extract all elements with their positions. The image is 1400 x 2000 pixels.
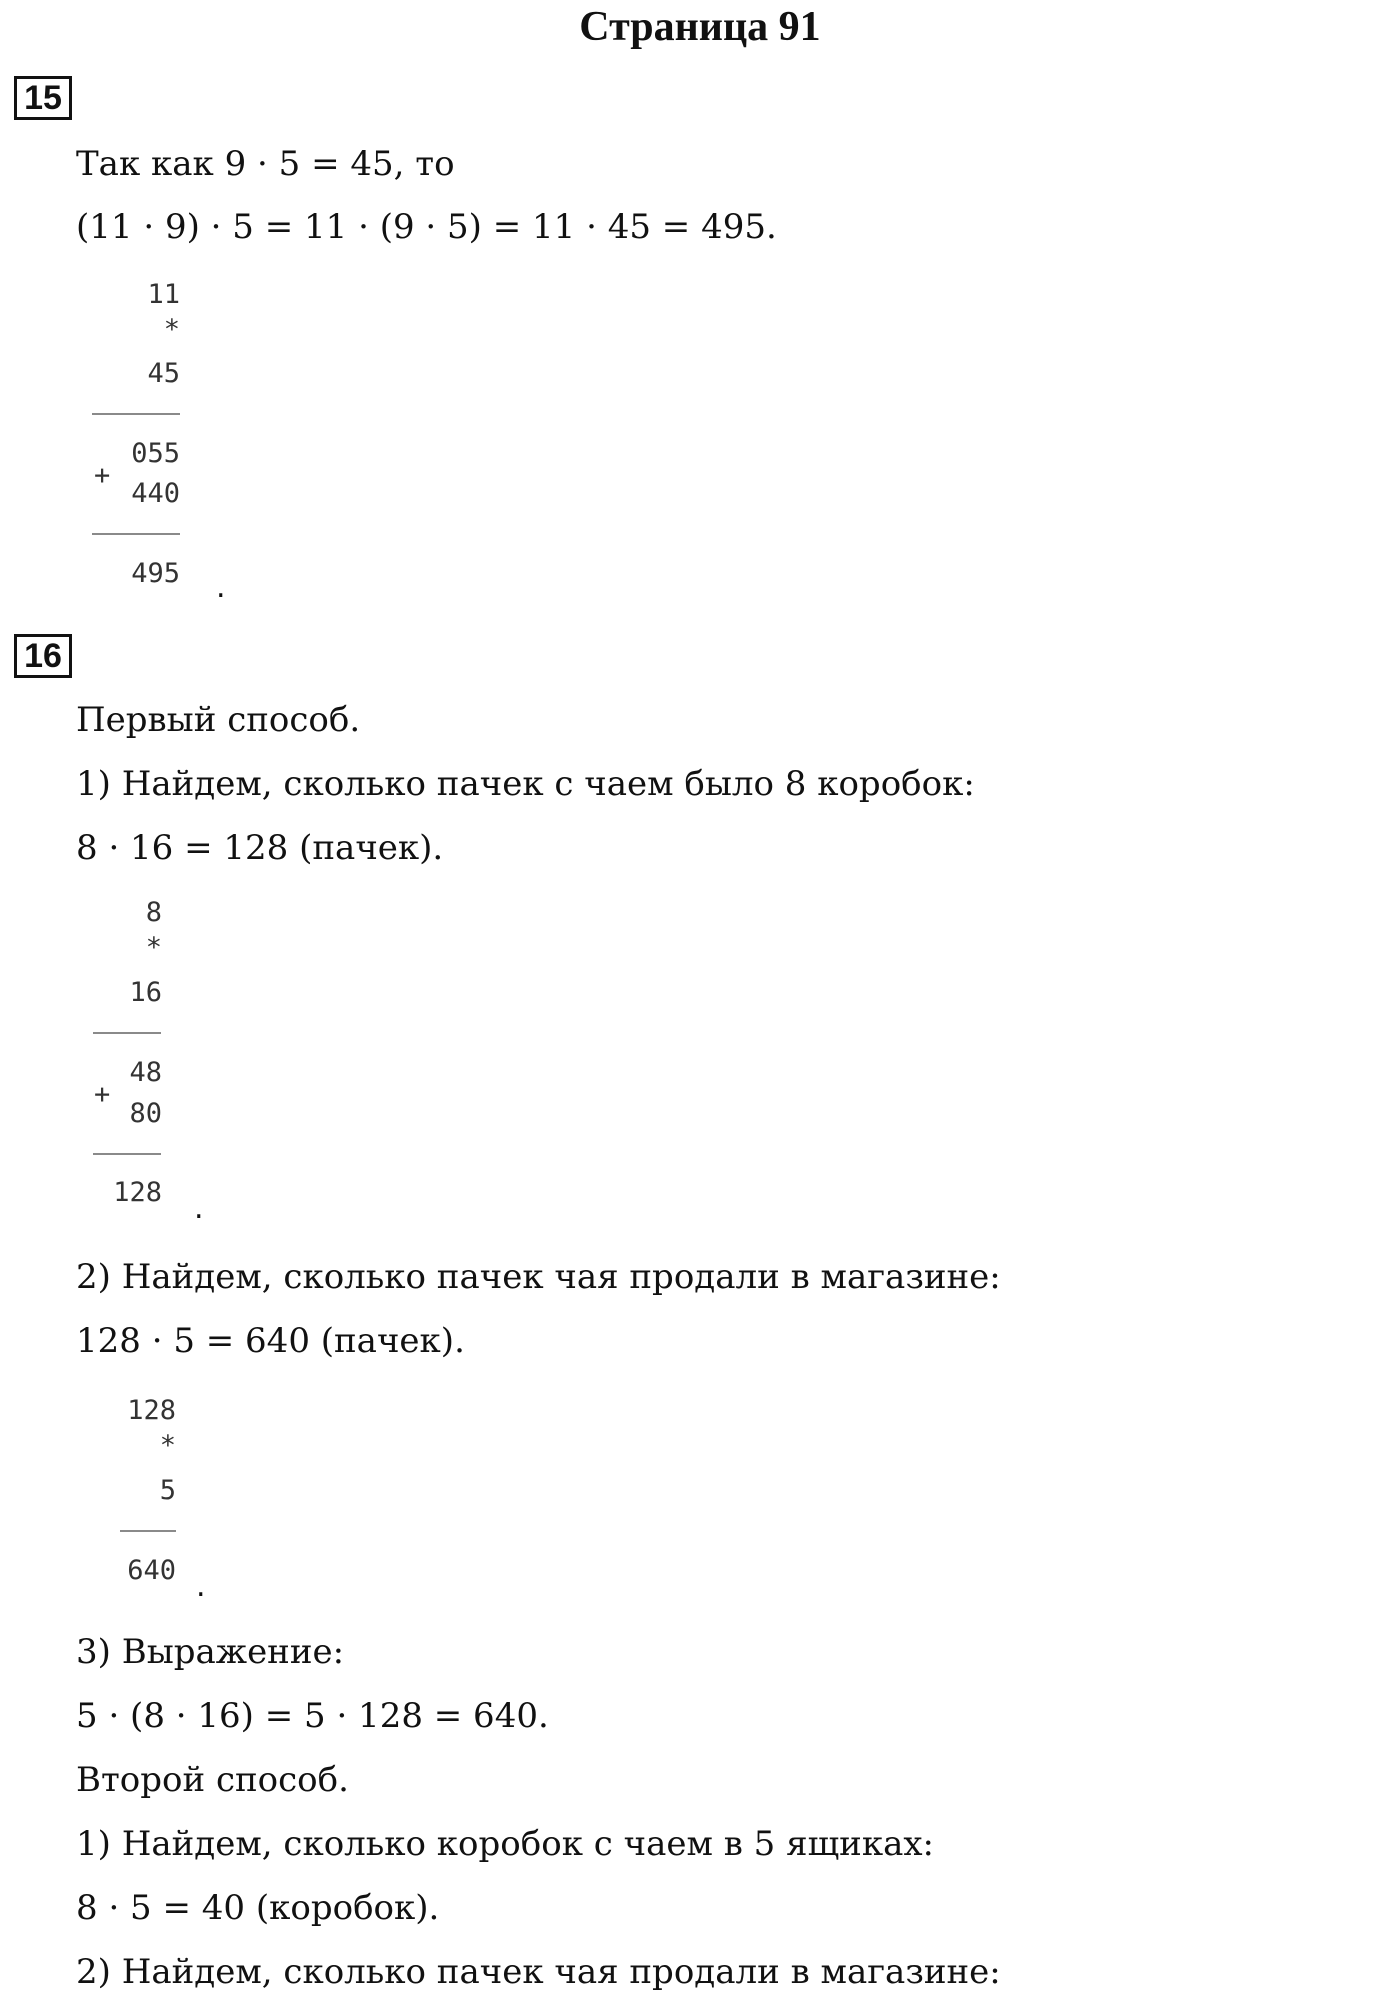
calc-period: . bbox=[196, 1569, 206, 1604]
task16-line-2: 1) Найдем, сколько пачек с чаем было 8 коробок: bbox=[76, 764, 975, 804]
task16-line-10: 8 · 5 = 40 (коробок). bbox=[76, 1888, 440, 1928]
task15-line-1: Так как 9 · 5 = 45, то bbox=[76, 144, 455, 184]
partial-product-2: 440 bbox=[131, 478, 180, 509]
task16-line-4: 2) Найдем, сколько пачек чая продали в магазине: bbox=[76, 1257, 1001, 1297]
calc-rule bbox=[120, 1530, 176, 1532]
multiply-sign: * bbox=[163, 314, 180, 345]
factor-b: 5 bbox=[159, 1475, 176, 1506]
page-title: Страница 91 bbox=[579, 4, 821, 50]
partial-product-2: 80 bbox=[129, 1098, 162, 1129]
plus-sign: + bbox=[94, 1079, 111, 1110]
calc-rule bbox=[92, 413, 180, 415]
task16-line-8: Второй способ. bbox=[76, 1760, 349, 1800]
calc-rule bbox=[92, 533, 180, 535]
task-number-16: 16 bbox=[14, 634, 72, 678]
task16-line-1: Первый способ. bbox=[76, 700, 361, 740]
partial-product-1: 48 bbox=[129, 1057, 162, 1088]
task15-line-2: (11 · 9) · 5 = 11 · (9 · 5) = 11 · 45 = 495. bbox=[76, 207, 777, 247]
multiply-sign: * bbox=[159, 1430, 176, 1461]
task16-line-11: 2) Найдем, сколько пачек чая продали в магазине: bbox=[76, 1952, 1001, 1992]
calc-rule bbox=[93, 1153, 161, 1155]
calc-result: 128 bbox=[113, 1177, 162, 1208]
calc-result: 495 bbox=[131, 558, 180, 589]
task16-line-6: 3) Выражение: bbox=[76, 1632, 345, 1672]
factor-b: 45 bbox=[147, 358, 180, 389]
task16-line-9: 1) Найдем, сколько коробок с чаем в 5 ящиках: bbox=[76, 1824, 934, 1864]
partial-product-1: 055 bbox=[131, 438, 180, 469]
calc-period: . bbox=[194, 1191, 204, 1226]
calc-period: . bbox=[216, 570, 226, 605]
task-number-15: 15 bbox=[14, 76, 72, 120]
calc-rule bbox=[93, 1032, 161, 1034]
task16-line-3: 8 · 16 = 128 (пачек). bbox=[76, 828, 444, 868]
task16-line-7: 5 · (8 · 16) = 5 · 128 = 640. bbox=[76, 1696, 549, 1736]
factor-a: 128 bbox=[127, 1395, 176, 1426]
task16-line-5: 128 · 5 = 640 (пачек). bbox=[76, 1321, 465, 1361]
plus-sign: + bbox=[94, 460, 111, 491]
multiply-sign: * bbox=[145, 932, 162, 963]
calc-result: 640 bbox=[127, 1555, 176, 1586]
factor-a: 11 bbox=[147, 279, 180, 310]
factor-b: 16 bbox=[129, 977, 162, 1008]
factor-a: 8 bbox=[145, 897, 162, 928]
